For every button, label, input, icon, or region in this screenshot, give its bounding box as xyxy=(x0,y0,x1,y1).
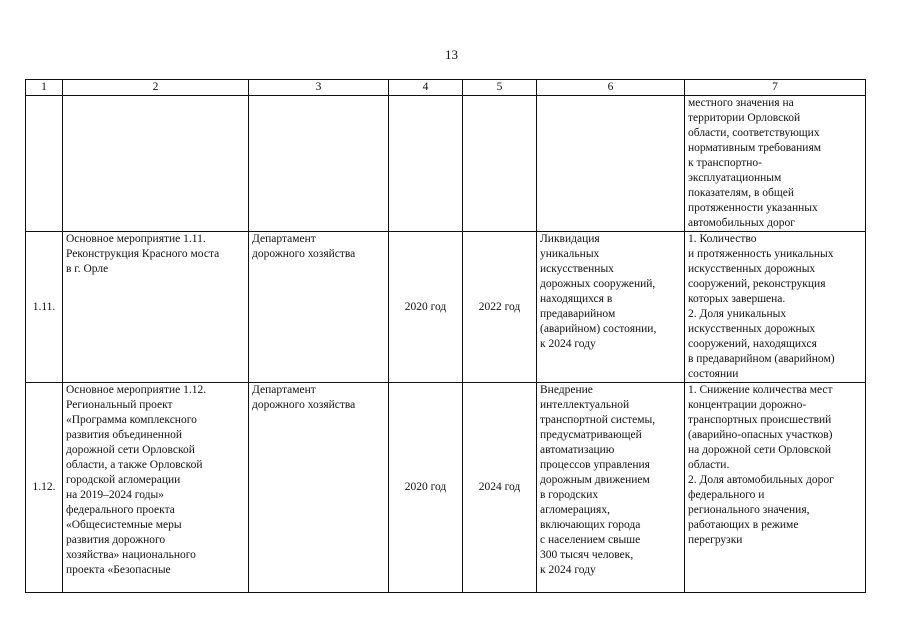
text-line: которых завершена. xyxy=(688,293,786,305)
text-line: дорожного хозяйства xyxy=(252,248,356,260)
end-year-cell xyxy=(463,96,537,232)
table-row xyxy=(26,383,866,593)
text-line: к 2024 году xyxy=(540,564,596,576)
start-year-cell: 2020 год xyxy=(389,383,463,593)
text-line: дорожных сооружений, xyxy=(540,278,656,290)
text-line: предаварийном xyxy=(540,308,616,320)
text-line: к 2024 году xyxy=(540,338,596,350)
text-line: в г. Орле xyxy=(66,263,109,275)
executor-cell xyxy=(249,232,389,383)
text-line: к транспортно- xyxy=(688,157,763,169)
text-line: 300 тысяч человек, xyxy=(540,549,634,561)
text-line: Департамент xyxy=(252,384,316,396)
text-line: Основное мероприятие 1.12. xyxy=(66,384,207,396)
header-row xyxy=(26,80,866,96)
measure-cell xyxy=(63,232,249,383)
text-line: автомобильных дорог xyxy=(688,217,795,229)
text-line: искусственных дорожных xyxy=(688,263,816,275)
text-line: предусматривающей xyxy=(540,429,642,441)
plan-table xyxy=(25,79,866,593)
text-line: Основное мероприятие 1.11. xyxy=(66,233,206,245)
text-line: сооружений, находящихся xyxy=(688,338,817,350)
text-line: 2. Доля автомобильных дорог xyxy=(688,474,834,486)
text-line: 2. Доля уникальных xyxy=(688,308,787,320)
header-cell: 2 xyxy=(63,80,249,96)
header-cell: 5 xyxy=(463,80,537,96)
text-line: уникальных xyxy=(540,248,600,260)
result-cell xyxy=(537,232,685,383)
text-line: местного значения на xyxy=(688,97,794,109)
text-line: Реконструкция Красного моста xyxy=(66,248,220,260)
text-line: перегрузки xyxy=(688,534,743,546)
start-year-cell: 2020 год xyxy=(389,232,463,383)
page-number: 13 xyxy=(445,47,458,62)
text-line: транспортной системы, xyxy=(540,414,656,426)
text-line: работающих в режиме xyxy=(688,519,799,531)
text-line: дорожной сети Орловской xyxy=(66,444,195,456)
header-cell: 1 xyxy=(26,80,63,96)
text-line: Региональный проект xyxy=(66,399,173,411)
indicator-cell xyxy=(685,232,866,383)
text-line: (аварийном) состоянии, xyxy=(540,323,657,335)
text-line: искусственных дорожных xyxy=(688,323,816,335)
text-line: 1. Количество xyxy=(688,233,757,245)
text-line: агломерациях, xyxy=(540,504,610,516)
text-line: протяженности указанных xyxy=(688,202,818,214)
text-line: городской агломерации xyxy=(66,474,181,486)
indicator-cell xyxy=(685,96,866,232)
text-line: «Общесистемные меры xyxy=(66,519,182,531)
text-line: в предаварийном (аварийном) xyxy=(688,353,835,365)
start-year-cell xyxy=(389,96,463,232)
text-line: на 2019–2024 годы» xyxy=(66,489,164,501)
text-line: интеллектуальной xyxy=(540,399,630,411)
text-line: искусственных xyxy=(540,263,614,275)
text-line: на дорожной сети Орловской xyxy=(688,444,831,456)
text-line: в городских xyxy=(540,489,599,501)
indicator-cell xyxy=(685,383,866,593)
text-line: (аварийно-опасных участков) xyxy=(688,429,833,441)
end-year-cell: 2022 год xyxy=(463,232,537,383)
header-cell: 7 xyxy=(685,80,866,96)
text-line: находящихся в xyxy=(540,293,613,305)
measure-cell xyxy=(63,383,249,593)
text-line: «Программа комплексного xyxy=(66,414,197,426)
text-line: процессов управления xyxy=(540,459,650,471)
text-line: области, соответствующих xyxy=(688,127,820,139)
table-row xyxy=(26,232,866,383)
header-cell: 6 xyxy=(537,80,685,96)
text-line: федерального и xyxy=(688,489,765,501)
text-line: территории Орловской xyxy=(688,112,801,124)
executor-cell xyxy=(249,383,389,593)
header-cell: 3 xyxy=(249,80,389,96)
text-line: 1. Снижение количества мест xyxy=(688,384,833,396)
text-line: развития объединенной xyxy=(66,429,183,441)
text-line: федерального проекта xyxy=(66,504,175,516)
text-line: концентрации дорожно- xyxy=(688,399,807,411)
text-line: Ликвидация xyxy=(540,233,600,245)
measure-cell xyxy=(63,96,249,232)
text-line: нормативным требованиям xyxy=(688,142,822,154)
text-line: развития дорожного xyxy=(66,534,166,546)
text-line: сооружений, реконструкция xyxy=(688,278,826,290)
text-line: дорожного хозяйства xyxy=(252,399,356,411)
row-number: 1.11. xyxy=(26,232,63,383)
text-line: регионального значения, xyxy=(688,504,810,516)
text-line: состоянии xyxy=(688,368,739,380)
end-year-cell: 2024 год xyxy=(463,383,537,593)
text-line: показателям, в общей xyxy=(688,187,794,199)
text-line: и протяженность уникальных xyxy=(688,248,834,260)
table-row xyxy=(26,96,866,232)
text-line: дорожным движением xyxy=(540,474,650,486)
executor-cell xyxy=(249,96,389,232)
text-line: области, а также Орловской xyxy=(66,459,203,471)
row-number xyxy=(26,96,63,232)
text-line: области. xyxy=(688,459,730,471)
result-cell xyxy=(537,383,685,593)
text-line: с населением свыше xyxy=(540,534,641,546)
text-line: Внедрение xyxy=(540,384,593,396)
text-line: хозяйства» национального xyxy=(66,549,196,561)
text-line: транспортных происшествий xyxy=(688,414,832,426)
result-cell xyxy=(537,96,685,232)
row-number: 1.12. xyxy=(26,383,63,593)
text-line: Департамент xyxy=(252,233,316,245)
text-line: автоматизацию xyxy=(540,444,615,456)
text-line: проекта «Безопасные xyxy=(66,564,171,576)
text-line: включающих города xyxy=(540,519,641,531)
text-line: эксплуатационным xyxy=(688,172,782,184)
header-cell: 4 xyxy=(389,80,463,96)
